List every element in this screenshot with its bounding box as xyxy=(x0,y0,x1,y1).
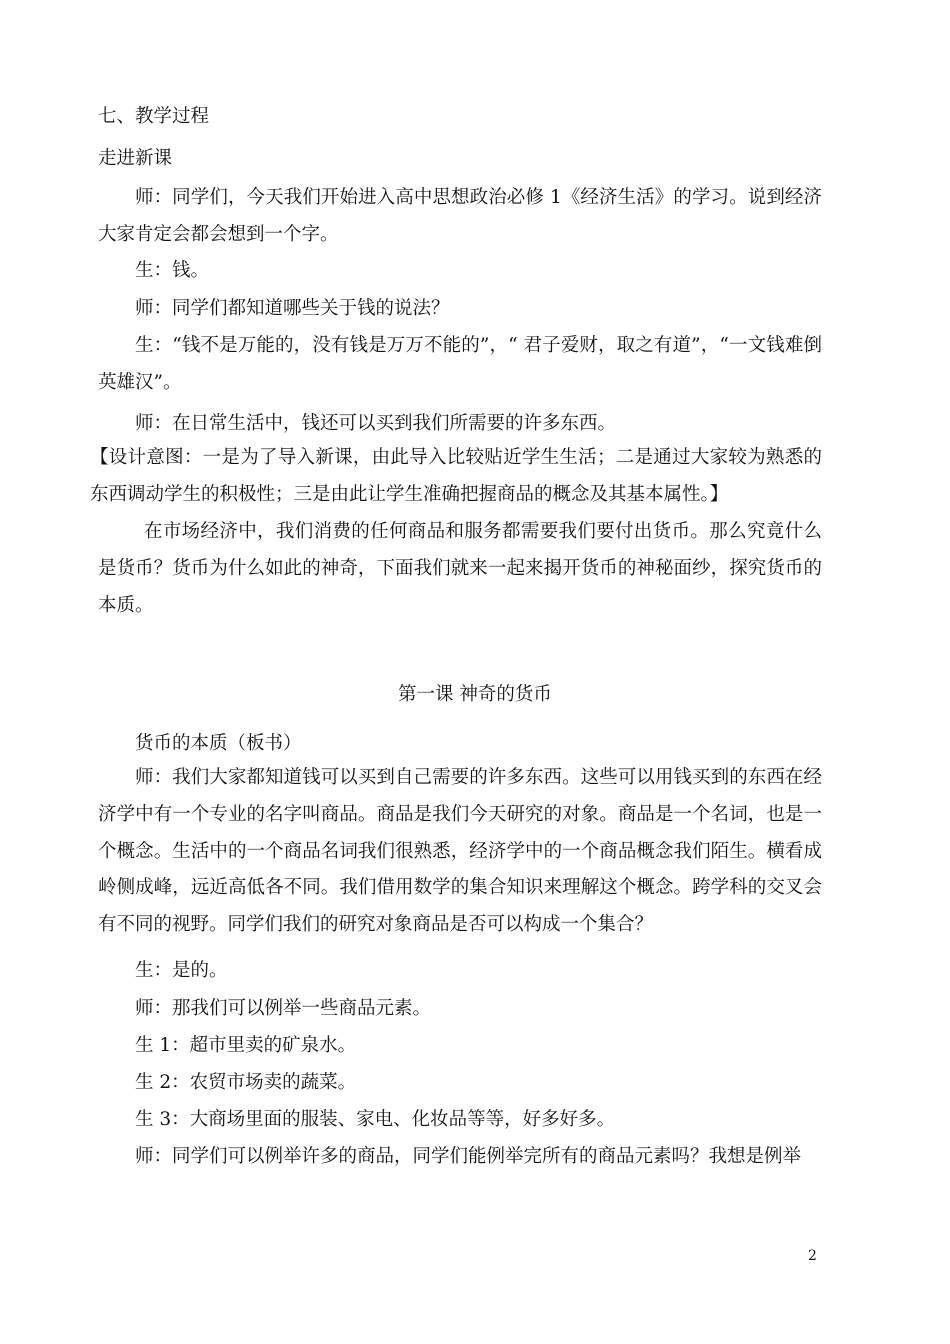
paragraph-lesson-3: 师：那我们可以例举一些商品元素。 xyxy=(135,998,432,1019)
section-heading: 七、教学过程 xyxy=(98,106,210,127)
lesson-title: 第一课 神奇的货币 xyxy=(398,684,552,705)
paragraph-intro-7: 在市场经济中，我们消费的任何商品和服务都需要我们要付出货币。那么究竟什么是货币？货币为什么如此的神奇，下面我们就来一起来揭开货币的神秘面纱，探究货币的本质。 xyxy=(98,521,822,616)
board-note: 货币的本质（板书） xyxy=(135,733,302,754)
paragraph-intro-3: 师：同学们都知道哪些关于钱的说法？ xyxy=(135,298,450,319)
paragraph-intro-4: 生：“钱不是万能的，没有钱是万万不能的”，“ 君子爱财，取之有道”，“一文钱难倒英雄汉”。 xyxy=(98,335,822,393)
paragraph-lesson-4: 生 1：超市里卖的矿泉水。 xyxy=(135,1035,357,1056)
paragraph-intro-1: 师：同学们，今天我们开始进入高中思想政治必修 1《经济生活》的学习。说到经济大家肯定会都会想到一个字。 xyxy=(98,187,822,245)
paragraph-intro-2: 生：钱。 xyxy=(135,260,210,281)
subheading: 走进新课 xyxy=(98,148,173,169)
design-intent-note: 【设计意图：一是为了导入新课，由此导入比较贴近学生生活；二是通过大家较为熟悉的东西调动学生的积极性；三是由此让学生准确把握商品的概念及其基本属性。】 xyxy=(90,447,822,505)
paragraph-lesson-5: 生 2：农贸市场卖的蔬菜。 xyxy=(135,1072,357,1093)
page-number: 2 xyxy=(808,1248,817,1264)
paragraph-lesson-6: 生 3：大商场里面的服装、家电、化妆品等等，好多好多。 xyxy=(135,1109,616,1130)
paragraph-lesson-2: 生：是的。 xyxy=(135,960,228,981)
paragraph-lesson-7: 师：同学们可以例举许多的商品，同学们能例举完所有的商品元素吗？我想是例举 xyxy=(135,1146,802,1167)
paragraph-lesson-1: 师：我们大家都知道钱可以买到自己需要的许多东西。这些可以用钱买到的东西在经济学中有一个专业的名字叫商品。商品是我们今天研究的对象。商品是一个名词，也是一个概念。生活中的一个商品名词我们很熟悉，经济学中的一个商品概念我们陌生。横看成岭侧成峰，远近高低各不同。我们借用数学的集合知识来理解这个概念。跨学科的交叉会有不同的视野。同学们我们的研究对象商品是否可以构成一个集合？ xyxy=(98,767,822,936)
paragraph-intro-5: 师：在日常生活中，钱还可以买到我们所需要的许多东西。 xyxy=(135,413,617,434)
